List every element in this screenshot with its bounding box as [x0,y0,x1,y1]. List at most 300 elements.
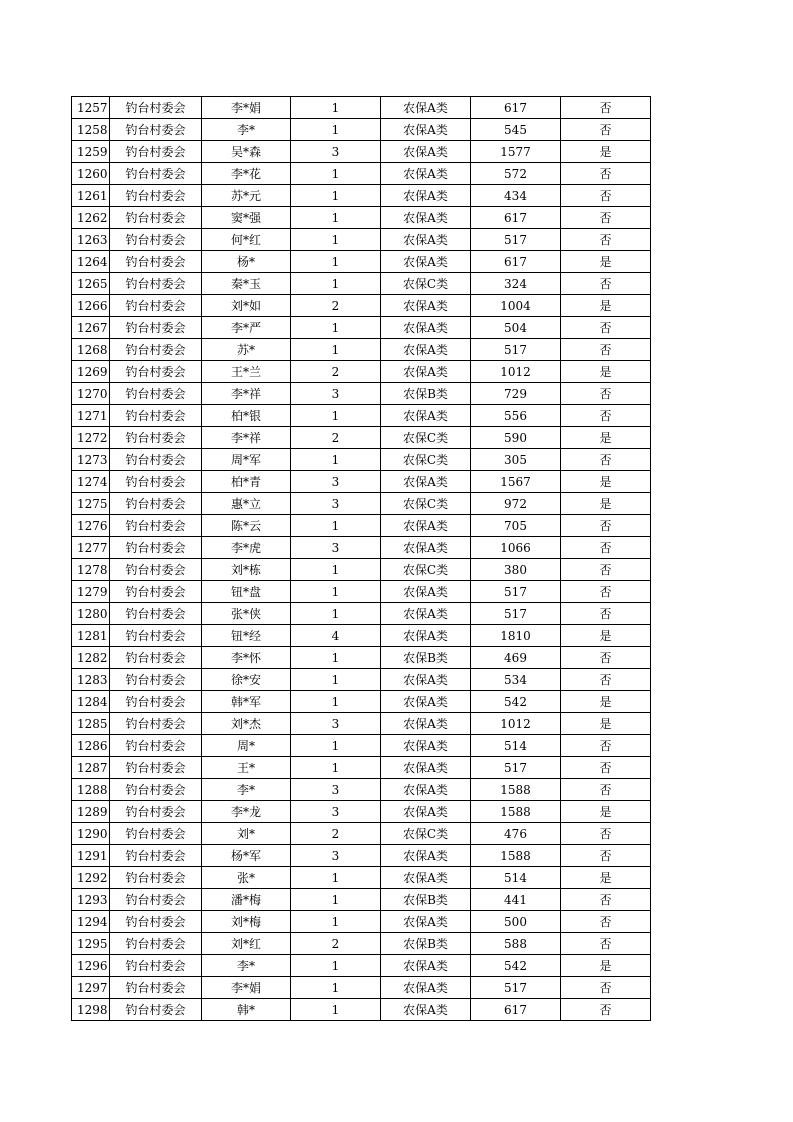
row-number-cell: 1287 [72,757,110,779]
household-count-cell: 3 [291,493,381,515]
table-row [72,537,651,559]
insurance-type-cell: 农保A类 [381,713,471,735]
household-count-cell: 1 [291,251,381,273]
household-count-cell: 3 [291,779,381,801]
insurance-type-cell: 农保A类 [381,801,471,823]
insurance-type-cell: 农保A类 [381,537,471,559]
table-row [72,471,651,493]
household-count-cell: 4 [291,625,381,647]
amount-cell: 545 [471,119,561,141]
flag-cell: 否 [561,97,651,119]
committee-cell: 钓台村委会 [110,515,202,537]
flag-cell: 否 [561,383,651,405]
flag-cell: 否 [561,163,651,185]
committee-cell: 钓台村委会 [110,537,202,559]
household-count-cell: 1 [291,735,381,757]
table-row [72,691,651,713]
committee-cell: 钓台村委会 [110,955,202,977]
amount-cell: 542 [471,691,561,713]
flag-cell: 否 [561,559,651,581]
insurance-type-cell: 农保A类 [381,207,471,229]
committee-cell: 钓台村委会 [110,405,202,427]
row-number-cell: 1285 [72,713,110,735]
table-row [72,493,651,515]
name-cell: 徐*安 [202,669,291,691]
name-cell: 周*军 [202,449,291,471]
name-cell: 王*兰 [202,361,291,383]
row-number-cell: 1274 [72,471,110,493]
row-number-cell: 1296 [72,955,110,977]
table-row [72,911,651,933]
committee-cell: 钓台村委会 [110,933,202,955]
amount-cell: 1810 [471,625,561,647]
row-number-cell: 1293 [72,889,110,911]
table-row [72,603,651,625]
amount-cell: 729 [471,383,561,405]
table-row [72,339,651,361]
flag-cell: 否 [561,933,651,955]
table-row [72,559,651,581]
committee-cell: 钓台村委会 [110,911,202,933]
row-number-cell: 1298 [72,999,110,1021]
row-number-cell: 1290 [72,823,110,845]
row-number-cell: 1288 [72,779,110,801]
committee-cell: 钓台村委会 [110,119,202,141]
amount-cell: 705 [471,515,561,537]
name-cell: 何*红 [202,229,291,251]
name-cell: 李*娟 [202,97,291,119]
table-row [72,889,651,911]
name-cell: 刘*红 [202,933,291,955]
table-row [72,779,651,801]
household-count-cell: 3 [291,537,381,559]
committee-cell: 钓台村委会 [110,427,202,449]
name-cell: 张*侠 [202,603,291,625]
row-number-cell: 1267 [72,317,110,339]
committee-cell: 钓台村委会 [110,361,202,383]
flag-cell: 是 [561,713,651,735]
name-cell: 陈*云 [202,515,291,537]
household-count-cell: 1 [291,163,381,185]
household-count-cell: 1 [291,867,381,889]
flag-cell: 否 [561,647,651,669]
name-cell: 李*龙 [202,801,291,823]
amount-cell: 617 [471,251,561,273]
committee-cell: 钓台村委会 [110,185,202,207]
insurance-type-cell: 农保A类 [381,911,471,933]
household-count-cell: 1 [291,911,381,933]
household-count-cell: 1 [291,449,381,471]
flag-cell: 否 [561,119,651,141]
committee-cell: 钓台村委会 [110,251,202,273]
flag-cell: 是 [561,427,651,449]
insurance-type-cell: 农保A类 [381,735,471,757]
amount-cell: 476 [471,823,561,845]
flag-cell: 是 [561,867,651,889]
row-number-cell: 1276 [72,515,110,537]
flag-cell: 是 [561,295,651,317]
committee-cell: 钓台村委会 [110,977,202,999]
table-row [72,449,651,471]
household-count-cell: 1 [291,647,381,669]
committee-cell: 钓台村委会 [110,493,202,515]
row-number-cell: 1262 [72,207,110,229]
row-number-cell: 1271 [72,405,110,427]
committee-cell: 钓台村委会 [110,713,202,735]
committee-cell: 钓台村委会 [110,691,202,713]
flag-cell: 是 [561,625,651,647]
amount-cell: 514 [471,867,561,889]
flag-cell: 是 [561,471,651,493]
household-count-cell: 1 [291,603,381,625]
household-count-cell: 1 [291,889,381,911]
row-number-cell: 1263 [72,229,110,251]
table-row [72,317,651,339]
amount-cell: 441 [471,889,561,911]
amount-cell: 617 [471,97,561,119]
row-number-cell: 1260 [72,163,110,185]
name-cell: 惠*立 [202,493,291,515]
amount-cell: 305 [471,449,561,471]
insurance-type-cell: 农保A类 [381,845,471,867]
data-table [71,96,651,1021]
flag-cell: 否 [561,911,651,933]
insurance-type-cell: 农保A类 [381,317,471,339]
flag-cell: 否 [561,779,651,801]
insurance-type-cell: 农保A类 [381,471,471,493]
flag-cell: 是 [561,955,651,977]
row-number-cell: 1259 [72,141,110,163]
name-cell: 李*虎 [202,537,291,559]
insurance-type-cell: 农保A类 [381,97,471,119]
amount-cell: 469 [471,647,561,669]
committee-cell: 钓台村委会 [110,339,202,361]
insurance-type-cell: 农保A类 [381,515,471,537]
flag-cell: 否 [561,845,651,867]
insurance-type-cell: 农保B类 [381,933,471,955]
table-row [72,669,651,691]
flag-cell: 是 [561,361,651,383]
name-cell: 韩* [202,999,291,1021]
table-row [72,229,651,251]
amount-cell: 617 [471,999,561,1021]
name-cell: 钮*盘 [202,581,291,603]
row-number-cell: 1270 [72,383,110,405]
household-count-cell: 2 [291,823,381,845]
flag-cell: 否 [561,229,651,251]
table-row [72,647,651,669]
table-row [72,141,651,163]
table-row [72,295,651,317]
amount-cell: 1012 [471,713,561,735]
amount-cell: 517 [471,581,561,603]
insurance-type-cell: 农保A类 [381,999,471,1021]
name-cell: 李* [202,955,291,977]
name-cell: 王* [202,757,291,779]
household-count-cell: 1 [291,207,381,229]
household-count-cell: 1 [291,515,381,537]
insurance-type-cell: 农保B类 [381,647,471,669]
row-number-cell: 1269 [72,361,110,383]
committee-cell: 钓台村委会 [110,757,202,779]
flag-cell: 否 [561,339,651,361]
insurance-type-cell: 农保C类 [381,427,471,449]
committee-cell: 钓台村委会 [110,823,202,845]
household-count-cell: 1 [291,691,381,713]
row-number-cell: 1275 [72,493,110,515]
household-count-cell: 3 [291,383,381,405]
table-row [72,207,651,229]
household-count-cell: 1 [291,339,381,361]
table-row [72,383,651,405]
household-count-cell: 3 [291,141,381,163]
table-body [72,97,651,1021]
committee-cell: 钓台村委会 [110,603,202,625]
amount-cell: 588 [471,933,561,955]
row-number-cell: 1286 [72,735,110,757]
committee-cell: 钓台村委会 [110,383,202,405]
data-table-container [71,96,651,1021]
name-cell: 刘*梅 [202,911,291,933]
household-count-cell: 1 [291,757,381,779]
row-number-cell: 1292 [72,867,110,889]
table-row [72,361,651,383]
row-number-cell: 1272 [72,427,110,449]
table-row [72,757,651,779]
committee-cell: 钓台村委会 [110,295,202,317]
insurance-type-cell: 农保C类 [381,449,471,471]
amount-cell: 572 [471,163,561,185]
household-count-cell: 3 [291,471,381,493]
insurance-type-cell: 农保C类 [381,273,471,295]
household-count-cell: 2 [291,361,381,383]
insurance-type-cell: 农保A类 [381,405,471,427]
insurance-type-cell: 农保A类 [381,867,471,889]
name-cell: 张* [202,867,291,889]
flag-cell: 是 [561,801,651,823]
row-number-cell: 1282 [72,647,110,669]
table-row [72,801,651,823]
insurance-type-cell: 农保A类 [381,581,471,603]
insurance-type-cell: 农保A类 [381,163,471,185]
household-count-cell: 1 [291,977,381,999]
insurance-type-cell: 农保A类 [381,625,471,647]
row-number-cell: 1266 [72,295,110,317]
amount-cell: 504 [471,317,561,339]
insurance-type-cell: 农保C类 [381,559,471,581]
insurance-type-cell: 农保B类 [381,889,471,911]
committee-cell: 钓台村委会 [110,801,202,823]
committee-cell: 钓台村委会 [110,999,202,1021]
household-count-cell: 2 [291,427,381,449]
committee-cell: 钓台村委会 [110,471,202,493]
committee-cell: 钓台村委会 [110,867,202,889]
table-row [72,977,651,999]
row-number-cell: 1264 [72,251,110,273]
row-number-cell: 1295 [72,933,110,955]
amount-cell: 500 [471,911,561,933]
insurance-type-cell: 农保A类 [381,295,471,317]
row-number-cell: 1258 [72,119,110,141]
insurance-type-cell: 农保B类 [381,383,471,405]
name-cell: 潘*梅 [202,889,291,911]
amount-cell: 1588 [471,779,561,801]
row-number-cell: 1268 [72,339,110,361]
flag-cell: 否 [561,537,651,559]
table-row [72,999,651,1021]
flag-cell: 否 [561,735,651,757]
amount-cell: 1577 [471,141,561,163]
row-number-cell: 1289 [72,801,110,823]
flag-cell: 否 [561,405,651,427]
row-number-cell: 1294 [72,911,110,933]
committee-cell: 钓台村委会 [110,647,202,669]
name-cell: 李*祥 [202,427,291,449]
table-row [72,713,651,735]
name-cell: 李*严 [202,317,291,339]
committee-cell: 钓台村委会 [110,735,202,757]
name-cell: 韩*军 [202,691,291,713]
flag-cell: 是 [561,493,651,515]
name-cell: 李* [202,779,291,801]
amount-cell: 1588 [471,801,561,823]
household-count-cell: 3 [291,713,381,735]
table-row [72,515,651,537]
row-number-cell: 1297 [72,977,110,999]
row-number-cell: 1273 [72,449,110,471]
flag-cell: 是 [561,691,651,713]
household-count-cell: 1 [291,405,381,427]
amount-cell: 517 [471,757,561,779]
name-cell: 杨* [202,251,291,273]
row-number-cell: 1284 [72,691,110,713]
name-cell: 刘*杰 [202,713,291,735]
row-number-cell: 1257 [72,97,110,119]
insurance-type-cell: 农保A类 [381,691,471,713]
committee-cell: 钓台村委会 [110,889,202,911]
name-cell: 刘* [202,823,291,845]
name-cell: 杨*军 [202,845,291,867]
amount-cell: 1588 [471,845,561,867]
insurance-type-cell: 农保C类 [381,493,471,515]
committee-cell: 钓台村委会 [110,97,202,119]
table-row [72,185,651,207]
amount-cell: 590 [471,427,561,449]
insurance-type-cell: 农保A类 [381,361,471,383]
amount-cell: 1567 [471,471,561,493]
amount-cell: 542 [471,955,561,977]
row-number-cell: 1278 [72,559,110,581]
household-count-cell: 1 [291,955,381,977]
name-cell: 李* [202,119,291,141]
name-cell: 刘*栋 [202,559,291,581]
insurance-type-cell: 农保A类 [381,603,471,625]
household-count-cell: 2 [291,933,381,955]
table-row [72,273,651,295]
committee-cell: 钓台村委会 [110,779,202,801]
amount-cell: 534 [471,669,561,691]
name-cell: 李*花 [202,163,291,185]
flag-cell: 否 [561,823,651,845]
amount-cell: 517 [471,603,561,625]
flag-cell: 否 [561,889,651,911]
amount-cell: 517 [471,977,561,999]
flag-cell: 否 [561,757,651,779]
committee-cell: 钓台村委会 [110,449,202,471]
flag-cell: 是 [561,251,651,273]
table-row [72,163,651,185]
committee-cell: 钓台村委会 [110,207,202,229]
name-cell: 吴*森 [202,141,291,163]
committee-cell: 钓台村委会 [110,163,202,185]
household-count-cell: 1 [291,559,381,581]
flag-cell: 否 [561,185,651,207]
name-cell: 刘*如 [202,295,291,317]
insurance-type-cell: 农保A类 [381,185,471,207]
household-count-cell: 1 [291,317,381,339]
table-row [72,867,651,889]
insurance-type-cell: 农保A类 [381,757,471,779]
insurance-type-cell: 农保A类 [381,977,471,999]
table-row [72,735,651,757]
table-row [72,625,651,647]
name-cell: 钮*经 [202,625,291,647]
table-row [72,581,651,603]
flag-cell: 否 [561,581,651,603]
household-count-cell: 1 [291,229,381,251]
amount-cell: 380 [471,559,561,581]
committee-cell: 钓台村委会 [110,229,202,251]
insurance-type-cell: 农保A类 [381,669,471,691]
committee-cell: 钓台村委会 [110,273,202,295]
flag-cell: 否 [561,317,651,339]
name-cell: 李*祥 [202,383,291,405]
flag-cell: 是 [561,141,651,163]
committee-cell: 钓台村委会 [110,669,202,691]
name-cell: 柏*青 [202,471,291,493]
row-number-cell: 1277 [72,537,110,559]
table-row [72,251,651,273]
household-count-cell: 2 [291,295,381,317]
amount-cell: 1012 [471,361,561,383]
flag-cell: 否 [561,207,651,229]
table-row [72,823,651,845]
name-cell: 秦*玉 [202,273,291,295]
table-row [72,97,651,119]
amount-cell: 514 [471,735,561,757]
name-cell: 苏*元 [202,185,291,207]
insurance-type-cell: 农保A类 [381,119,471,141]
amount-cell: 1066 [471,537,561,559]
flag-cell: 否 [561,977,651,999]
table-row [72,933,651,955]
committee-cell: 钓台村委会 [110,559,202,581]
amount-cell: 324 [471,273,561,295]
name-cell: 窦*强 [202,207,291,229]
name-cell: 柏*银 [202,405,291,427]
flag-cell: 否 [561,603,651,625]
table-row [72,427,651,449]
flag-cell: 否 [561,449,651,471]
table-row [72,405,651,427]
flag-cell: 否 [561,669,651,691]
committee-cell: 钓台村委会 [110,581,202,603]
amount-cell: 434 [471,185,561,207]
amount-cell: 617 [471,207,561,229]
name-cell: 苏* [202,339,291,361]
committee-cell: 钓台村委会 [110,317,202,339]
committee-cell: 钓台村委会 [110,845,202,867]
